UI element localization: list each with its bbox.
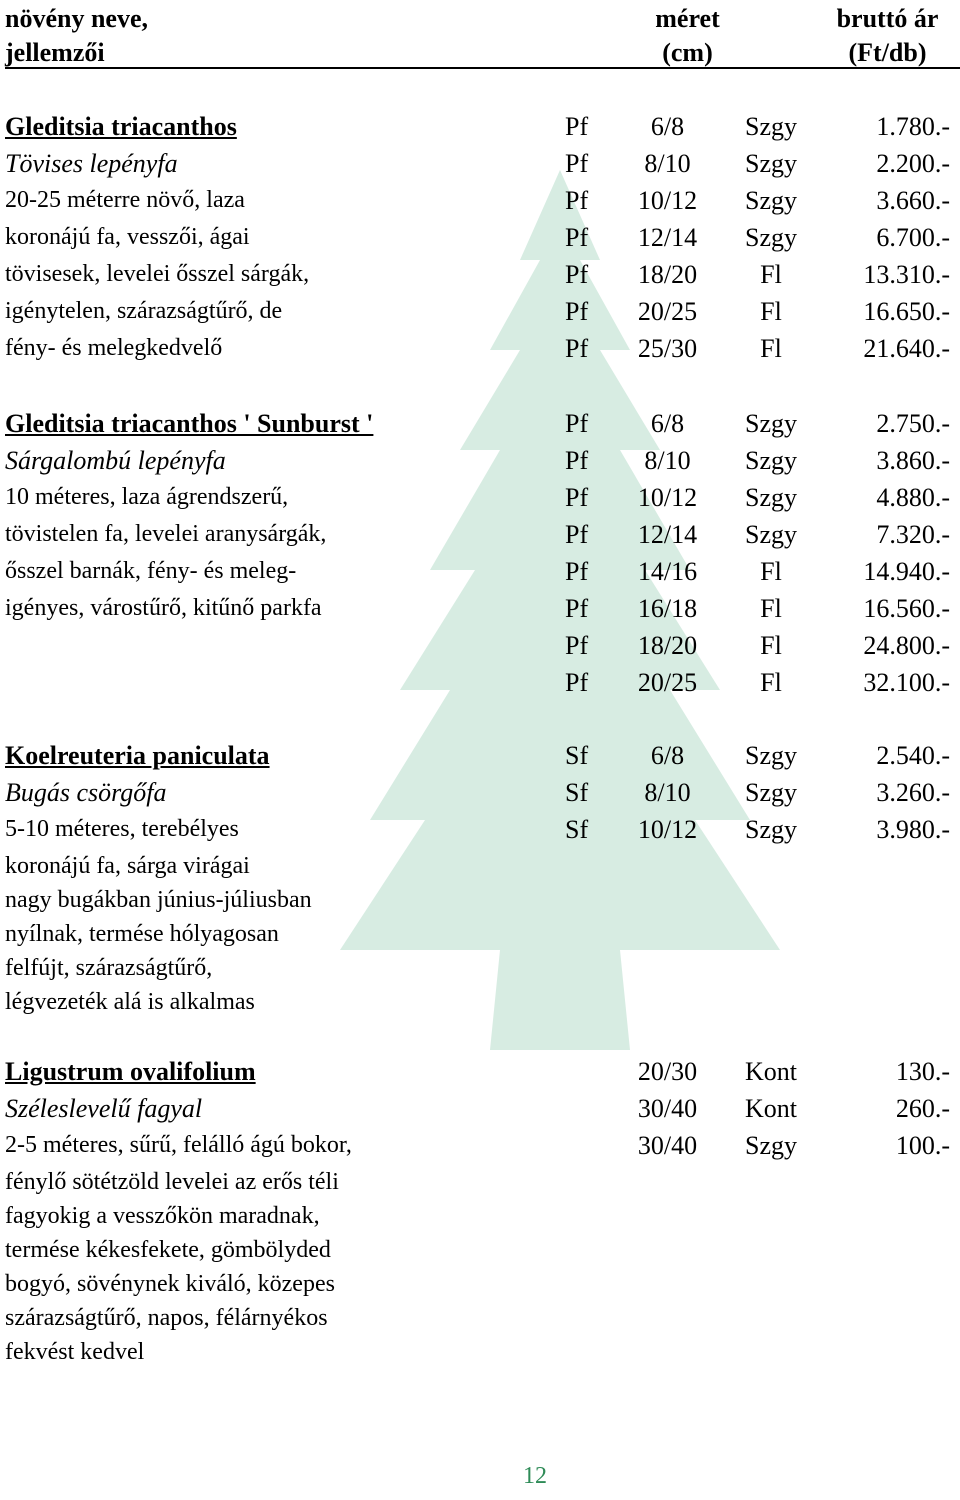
plant-description: fagyokig a vesszőkön maradnak, (5, 1203, 320, 1229)
table-row (0, 1127, 960, 1164)
row-price-cell: 2.540.- (876, 741, 950, 770)
table-row (0, 1232, 960, 1269)
row-type-cell: Fl (760, 668, 782, 697)
row-form-cell: Pf (565, 594, 589, 623)
row-price-cell: 32.100.- (863, 668, 950, 697)
table-header (0, 0, 960, 70)
row-size-cell: 16/18 (637, 594, 698, 623)
table-row (0, 811, 960, 848)
plant-description: koronájú fa, vesszői, ágai (5, 224, 250, 250)
table-row (0, 882, 960, 919)
table-row (0, 950, 960, 987)
table-row (0, 1090, 960, 1127)
row-type-cell: Szgy (745, 409, 797, 438)
plant-description: nagy bugákban június-júliusban (5, 887, 312, 913)
plant-common-name: Tövises lepényfa (5, 149, 178, 178)
row-price-cell: 16.650.- (863, 297, 950, 326)
row-price-cell: 16.560.- (863, 594, 950, 623)
plant-description: fekvést kedvel (5, 1339, 145, 1365)
row-type-cell: Szgy (745, 223, 797, 252)
plant-description: bogyó, sövénynek kiváló, közepes (5, 1271, 335, 1297)
table-row (0, 1164, 960, 1201)
row-type-cell: Kont (745, 1094, 797, 1123)
header-plant-name (5, 2, 148, 70)
row-price-cell: 260.- (895, 1094, 950, 1123)
row-form-cell: Pf (565, 409, 589, 438)
row-form-cell: Pf (565, 112, 589, 141)
table-row (0, 330, 960, 367)
plant-common-name: Bugás csörgőfa (5, 778, 167, 807)
row-type-cell: Szgy (745, 520, 797, 549)
row-price-cell: 13.310.- (863, 260, 950, 289)
plant-description: igényes, várostűrő, kitűnő parkfa (5, 595, 322, 621)
row-form-cell: Pf (565, 186, 589, 215)
row-type-cell: Szgy (745, 112, 797, 141)
row-size-cell: 10/12 (637, 815, 698, 844)
table-row (0, 848, 960, 885)
row-form-cell: Pf (565, 260, 589, 289)
table-row (0, 145, 960, 182)
row-size-cell: 8/10 (644, 149, 691, 178)
row-form-cell: Pf (565, 520, 589, 549)
row-form-cell: Pf (565, 631, 589, 660)
row-type-cell: Szgy (745, 1131, 797, 1160)
row-type-cell: Fl (760, 557, 782, 586)
row-price-cell: 130.- (895, 1057, 950, 1086)
plant-description: 5-10 méteres, terebélyes (5, 816, 239, 842)
plant-description: 20-25 méterre növő, laza (5, 187, 245, 213)
table-row (0, 479, 960, 516)
row-price-cell: 6.700.- (876, 223, 950, 252)
plant-description: 10 méteres, laza ágrendszerű, (5, 484, 289, 510)
row-type-cell: Fl (760, 260, 782, 289)
row-form-cell: Sf (565, 741, 589, 770)
row-form-cell: Pf (565, 149, 589, 178)
row-size-cell: 20/25 (637, 297, 698, 326)
row-form-cell: Pf (565, 668, 589, 697)
table-row (0, 916, 960, 953)
row-price-cell: 24.800.- (863, 631, 950, 660)
row-price-cell: 14.940.- (863, 557, 950, 586)
plant-latin-name: Koelreuteria paniculata (5, 741, 270, 770)
header-plant-name-line1: növény neve, (5, 4, 148, 33)
table-row (0, 984, 960, 1021)
row-size-cell: 14/16 (637, 557, 698, 586)
row-type-cell: Fl (760, 594, 782, 623)
row-type-cell: Kont (745, 1057, 797, 1086)
table-row (0, 664, 960, 701)
table-row (0, 627, 960, 664)
header-size (630, 2, 745, 70)
plant-description: tövistelen fa, levelei aranysárgák, (5, 521, 327, 547)
row-type-cell: Szgy (745, 186, 797, 215)
row-form-cell: Pf (565, 483, 589, 512)
row-size-cell: 10/12 (637, 186, 698, 215)
header-price-line1: bruttó ár (836, 4, 939, 33)
table-row (0, 219, 960, 256)
row-price-cell: 7.320.- (876, 520, 950, 549)
plant-description: koronájú fa, sárga virágai (5, 853, 250, 879)
table-row (0, 516, 960, 553)
row-type-cell: Szgy (745, 778, 797, 807)
plant-description: fénylő sötétzöld levelei az erős téli (5, 1169, 339, 1195)
row-type-cell: Szgy (745, 446, 797, 475)
row-type-cell: Fl (760, 631, 782, 660)
plant-latin-name: Gleditsia triacanthos ' Sunburst ' (5, 409, 374, 438)
row-form-cell: Sf (565, 815, 589, 844)
table-row (0, 774, 960, 811)
header-divider (5, 67, 960, 69)
row-price-cell: 3.980.- (876, 815, 950, 844)
row-size-cell: 12/14 (637, 223, 698, 252)
row-size-cell: 6/8 (650, 741, 685, 770)
row-price-cell: 3.860.- (876, 446, 950, 475)
table-row (0, 256, 960, 293)
table-row (0, 405, 960, 442)
plant-description: szárazságtűrő, napos, félárnyékos (5, 1305, 328, 1331)
row-form-cell: Sf (565, 778, 589, 807)
row-price-cell: 2.200.- (876, 149, 950, 178)
row-size-cell: 8/10 (644, 778, 691, 807)
row-price-cell: 21.640.- (863, 334, 950, 363)
row-size-cell: 18/20 (637, 260, 698, 289)
row-size-cell: 20/25 (637, 668, 698, 697)
row-size-cell: 10/12 (637, 483, 698, 512)
table-row (0, 737, 960, 774)
plant-description: termése kékesfekete, gömbölyded (5, 1237, 331, 1263)
plant-description: légvezeték alá is alkalmas (5, 989, 255, 1015)
row-price-cell: 1.780.- (876, 112, 950, 141)
plant-description: fény- és melegkedvelő (5, 335, 223, 361)
table-row (0, 553, 960, 590)
plant-description: igénytelen, szárazságtűrő, de (5, 298, 283, 324)
row-type-cell: Szgy (745, 741, 797, 770)
row-price-cell: 4.880.- (876, 483, 950, 512)
plant-common-name: Széleslevelű fagyal (5, 1094, 203, 1123)
table-row (0, 1334, 960, 1371)
row-type-cell: Szgy (745, 815, 797, 844)
row-size-cell: 12/14 (637, 520, 698, 549)
row-size-cell: 6/8 (650, 112, 685, 141)
plant-common-name: Sárgalombú lepényfa (5, 446, 226, 475)
row-size-cell: 30/40 (637, 1094, 698, 1123)
row-form-cell: Pf (565, 223, 589, 252)
plant-latin-name: Ligustrum ovalifolium (5, 1057, 256, 1086)
row-price-cell: 3.260.- (876, 778, 950, 807)
row-price-cell: 3.660.- (876, 186, 950, 215)
plant-description: nyílnak, termése hólyagosan (5, 921, 279, 947)
row-size-cell: 25/30 (637, 334, 698, 363)
header-size-line1: méret (655, 4, 720, 33)
row-form-cell: Pf (565, 446, 589, 475)
header-size-line2: (cm) (662, 38, 713, 67)
row-type-cell: Fl (760, 297, 782, 326)
row-form-cell: Pf (565, 557, 589, 586)
table-row (0, 293, 960, 330)
page-number: 12 (523, 1463, 547, 1489)
table-row (0, 108, 960, 145)
plant-description: felfújt, szárazságtűrő, (5, 955, 213, 981)
row-price-cell: 100.- (895, 1131, 950, 1160)
plant-description: 2-5 méteres, sűrű, felálló ágú bokor, (5, 1132, 352, 1158)
row-price-cell: 2.750.- (876, 409, 950, 438)
table-row (0, 1266, 960, 1303)
row-size-cell: 6/8 (650, 409, 685, 438)
table-row (0, 1198, 960, 1235)
row-size-cell: 18/20 (637, 631, 698, 660)
row-type-cell: Szgy (745, 483, 797, 512)
plant-description: tövisesek, levelei ősszel sárgák, (5, 261, 310, 287)
table-row (0, 1300, 960, 1337)
row-size-cell: 8/10 (644, 446, 691, 475)
table-row (0, 1053, 960, 1090)
row-size-cell: 30/40 (637, 1131, 698, 1160)
row-size-cell: 20/30 (637, 1057, 698, 1086)
row-form-cell: Pf (565, 297, 589, 326)
table-row (0, 442, 960, 479)
row-type-cell: Szgy (745, 149, 797, 178)
row-type-cell: Fl (760, 334, 782, 363)
header-price (820, 2, 955, 70)
row-form-cell: Pf (565, 334, 589, 363)
table-row (0, 182, 960, 219)
table-row (0, 590, 960, 627)
plant-description: ősszel barnák, fény- és meleg- (5, 558, 297, 584)
header-price-line2: (Ft/db) (848, 38, 927, 67)
header-plant-name-line2: jellemzői (5, 38, 105, 67)
plant-latin-name: Gleditsia triacanthos (5, 112, 237, 141)
